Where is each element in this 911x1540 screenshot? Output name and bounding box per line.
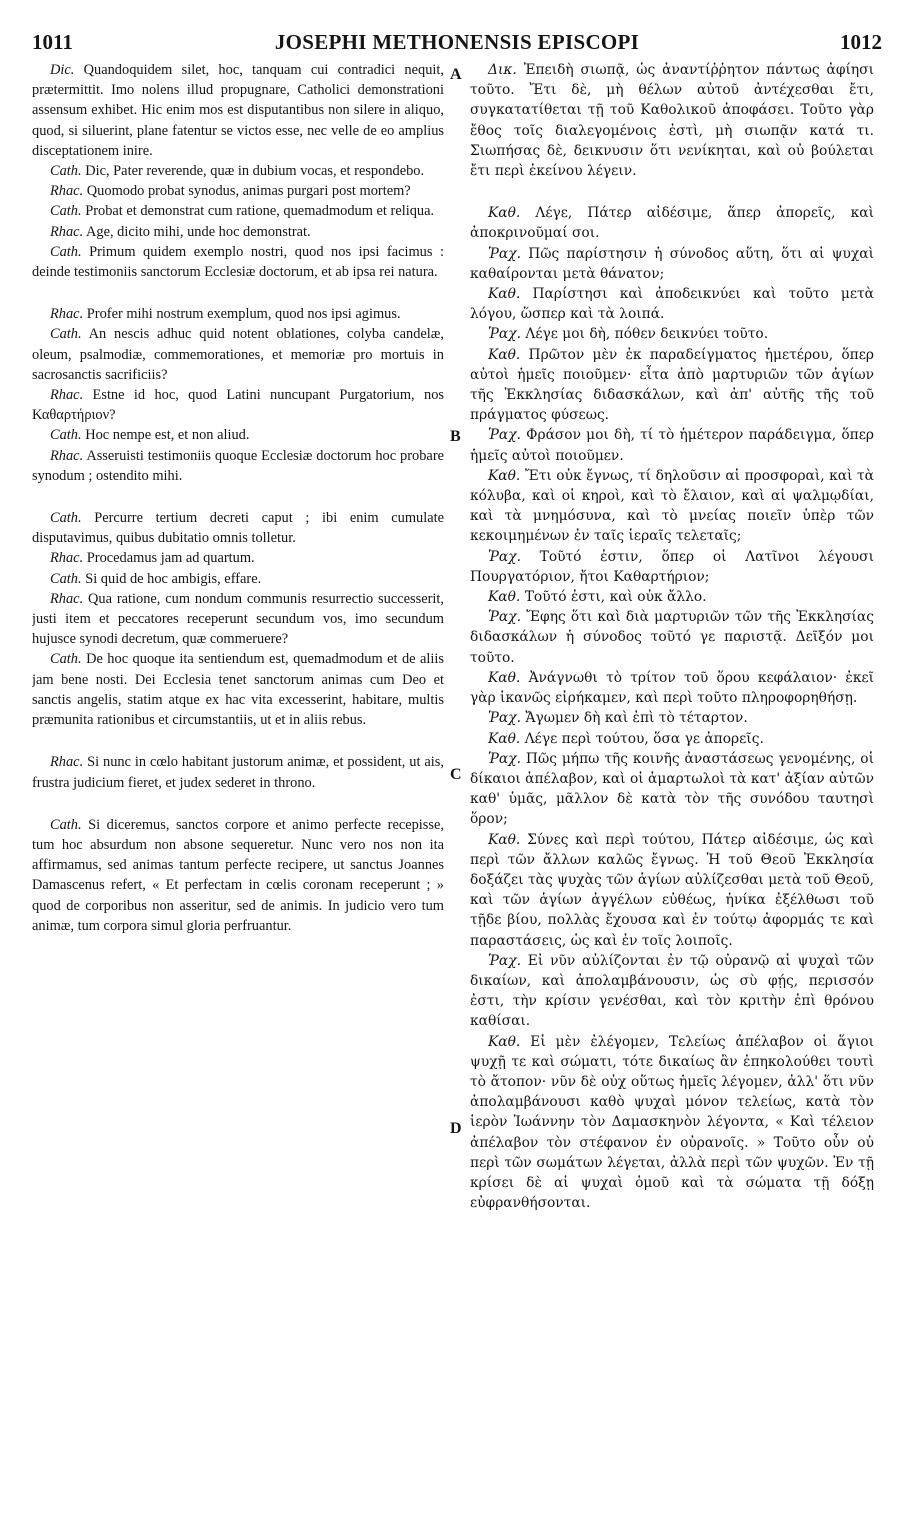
- latin-dialogue-line: [32, 548, 444, 568]
- speaker-label: Cath.: [50, 163, 82, 180]
- speaker-label: Ῥαχ.: [488, 750, 521, 767]
- latin-dialogue-line: [32, 649, 444, 730]
- dialogue-text: Λέγε μοι δὴ, πόθεν δεικνύει τοῦτο.: [525, 326, 769, 343]
- speaker-label: Cath.: [50, 570, 82, 587]
- greek-column: [470, 60, 874, 1500]
- greek-dialogue-line: [470, 607, 874, 668]
- speaker-label: Rhac.: [50, 306, 84, 323]
- speaker-label: Καθ.: [488, 286, 521, 303]
- dialogue-text: Ἔτι οὐκ ἔγνως, τί δηλοῦσιν αἱ προσφοραὶ, καὶ τὰ κόλυβα, καὶ οἱ κηροὶ, καὶ τὸ ἔλαιον, καὶ αἱ ψαλμῳδίαι, καὶ τὰ μνημόσυνα, καὶ τὸ μνείας ποιεῖν ὑπὲρ τῶν κεκοιμημένων ἐν ταῖς ἱεραῖς τελεταῖς;: [470, 467, 874, 545]
- speaker-label: Rhac.: [50, 447, 84, 464]
- latin-column: [32, 60, 444, 1500]
- speaker-label: Δικ.: [488, 62, 517, 78]
- dialogue-text: Πῶς μήπω τῆς κοινῆς ἀναστάσεως γενομένης, οἱ δίκαιοι ἀπέλαβον, καὶ οἱ ἁμαρτωλοὶ τὰ κατ' ἀξίαν αὐτῶν καθ' ὑμᾶς, μᾶλλον δὲ κατὰ τὸν τῆς συνόδου ταυτησὶ ὅρον;: [470, 750, 874, 828]
- speaker-label: Cath.: [50, 203, 82, 220]
- dialogue-text: Profer mihi nostrum exemplum, quod nos ipsi agimus.: [86, 306, 401, 323]
- dialogue-text: Εἰ νῦν αὐλίζονται ἐν τῷ οὐρανῷ αἱ ψυχαὶ τῶν δικαίων, καὶ ἀπολαμβάνουσιν, ὡς σὺ φῄς, περισσόν ἐστι, τὴν κρίσιν γενέσθαι, καὶ τὸν κριτὴν ἐπὶ θρόνου καθίσαι.: [470, 952, 874, 1030]
- speaker-label: Cath.: [50, 243, 82, 260]
- speaker-label: Ῥαχ.: [488, 710, 521, 727]
- latin-dialogue-line: [32, 161, 444, 181]
- dialogue-text: Ἄγωμεν δὴ καὶ ἐπὶ τὸ τέταρτον.: [525, 710, 748, 727]
- speaker-label: Dic.: [50, 62, 75, 78]
- dialogue-text: An nescis adhuc quid notent oblationes, colyba candelæ, oleum, psalmodiæ, commemorationes, et memoriæ pro mortuis in sacrosanctis sacrificiis?: [32, 326, 444, 383]
- dialogue-text: Age, dicito mihi, unde hoc demonstrat.: [85, 223, 311, 240]
- speaker-label: Rhac.: [50, 754, 84, 771]
- speaker-label: Ῥαχ.: [488, 245, 521, 262]
- latin-dialogue-line: [32, 508, 444, 548]
- dialogue-text: Percurre tertium decreti caput ; ibi enim cumulate disputavimus, quibus dubitatio omnis tolletur.: [32, 510, 444, 547]
- latin-dialogue-line: [32, 385, 444, 425]
- greek-dialogue-line: [470, 587, 874, 607]
- dialogue-text: Πρῶτον μὲν ἐκ παραδείγματος ἡμετέρου, ὅπερ αὐτοὶ ἡμεῖς ποιοῦμεν· εἶτα ἀπὸ μαρτυριῶν τῶν ἁγίων τῆς Ἐκκλησίας διδασκάλων, καὶ ἀπ' αὐτῆς τῆς τοῦ πράγματος φύσεως.: [470, 346, 874, 424]
- latin-dialogue-line: [32, 242, 444, 282]
- greek-dialogue-line: [470, 1032, 874, 1214]
- dialogue-text: Πῶς παρίστησιν ἡ σύνοδος αὕτη, ὅτι αἱ ψυχαὶ καθαίρονται μετὰ θάνατον;: [470, 245, 874, 282]
- dialogue-text: Λέγε περὶ τούτου, ὅσα γε ἀπορεῖς.: [524, 730, 764, 747]
- speaker-label: Ῥαχ.: [488, 427, 521, 444]
- dialogue-text: Si quid de hoc ambigis, effare.: [85, 570, 262, 587]
- speaker-label: Καθ.: [488, 467, 521, 484]
- greek-dialogue-line: [470, 284, 874, 324]
- latin-dialogue-line: [32, 60, 444, 161]
- greek-dialogue-line: [470, 729, 874, 749]
- greek-dialogue-line: [470, 951, 874, 1032]
- dialogue-text: Quomodo probat synodus, animas purgari post mortem?: [86, 183, 411, 200]
- latin-spacer: [32, 793, 444, 815]
- page-header: [32, 28, 882, 58]
- latin-dialogue-line: [32, 304, 444, 324]
- margin-letter-c: C: [450, 766, 462, 783]
- page-number-left: 1011: [32, 30, 73, 54]
- dialogue-text: Τοῦτό ἐστι, καὶ οὐκ ἄλλο.: [524, 589, 707, 606]
- latin-dialogue-line: [32, 201, 444, 221]
- speaker-label: Rhac.: [50, 387, 84, 404]
- dialogue-text: Asseruisti testimoniis quoque Ecclesiæ doctorum hoc probare synodum ; ostendito mihi.: [32, 447, 444, 484]
- greek-dialogue-line: [470, 244, 874, 284]
- speaker-label: Καθ.: [488, 205, 521, 222]
- dialogue-text: Si diceremus, sanctos corpore et animo perfecte recepisse, tum hoc absurdum non absone sequeretur. Nunc vero nos non ita affirmamus, sed animas tantum perfecte recipere, ut sanctus Joannes Damascenus refert, « Et perfectam in cœlis coronam receperunt ; » quod de corporibus non asseritur, sed de animis. In judicio vero tum animæ, tum corpora simul gloria perfruantur.: [32, 816, 444, 934]
- page-number-right: 1012: [840, 30, 882, 54]
- speaker-label: Καθ.: [488, 730, 521, 747]
- greek-dialogue-line: [470, 203, 874, 243]
- greek-dialogue-line: [470, 60, 874, 181]
- latin-dialogue-line: [32, 815, 444, 936]
- speaker-label: Καθ.: [488, 589, 521, 606]
- dialogue-text: Probat et demonstrat cum ratione, quemadmodum et reliqua.: [85, 203, 435, 220]
- latin-spacer: [32, 282, 444, 304]
- speaker-label: Cath.: [50, 427, 82, 444]
- greek-dialogue-line: [470, 830, 874, 951]
- dialogue-text: Dic, Pater reverende, quæ in dubium vocas, et respondebo.: [85, 163, 425, 180]
- dialogue-text: Hoc nempe est, et non aliud.: [85, 427, 250, 444]
- latin-dialogue-line: [32, 324, 444, 385]
- speaker-label: Rhac.: [50, 183, 84, 200]
- running-head: JOSEPHI METHONENSIS EPISCOPI: [274, 30, 640, 54]
- dialogue-text: Λέγε, Πάτερ αἰδέσιμε, ἅπερ ἀπορεῖς, καὶ ἀποκρινοῦμαί σοι.: [470, 205, 874, 242]
- speaker-label: Καθ.: [488, 669, 521, 686]
- greek-dialogue-line: [470, 425, 874, 465]
- dialogue-text: Εἰ μὲν ἐλέγομεν, Τελείως ἀπέλαβον οἱ ἅγιοι ψυχῇ τε καὶ σώματι, τότε δικαίως ἂν ἐπηκολούθει τουτὶ τὸ ἄτοπον· νῦν δὲ οὐχ οὕτως ἡμεῖς λέγομεν, ἀλλ' ὅτι νῦν ἀπολαμβάνουσι καθὸ ψυχαὶ μόνον τελείως, κατὰ τὸν ἱερὸν Ἰωάννην τὸν Δαμασκηνὸν λέγοντα, « Καὶ τέλειον ἀπέλαβον τὸν στέφανον ἐν οὐρανοῖς. » Τοῦτο οὖν οὐ περὶ τῶν σωμάτων λέγεται, ἀλλὰ περὶ τῶν ψυχῶν. Ἐν τῇ κρίσει δὲ αἱ ψυχαὶ ὁμοῦ καὶ τὰ σώματα τῇ δόξῃ εὐφρανθήσονται.: [470, 1033, 874, 1212]
- margin-letter-a: A: [450, 66, 462, 83]
- latin-dialogue-line: [32, 589, 444, 650]
- dialogue-text: Quandoquidem silet, hoc, tanquam cui contradici nequit, prætermittit. Imo nolens illud propugnare, Catholici demonstrationi assensum exhibet. Hic enim mos est disputantibus non silere in aliquo, quod, si siluerint, plane fatentur se victos esse, nec velle de eo amplius disceptationem inire.: [32, 62, 444, 159]
- speaker-label: Rhac.: [50, 550, 84, 567]
- greek-dialogue-line: [470, 466, 874, 547]
- greek-dialogue-line: [470, 708, 874, 728]
- greek-dialogue-line: [470, 547, 874, 587]
- dialogue-text: Ἐπειδὴ σιωπᾷ, ὡς ἀναντίῤῥητον πάντως ἀφίησι τοῦτο. Ἔτι δὲ, μὴ θέλων αὐτοῦ ἀντέχεσθαι ἔτι, συγκατατίθεται τῇ τοῦ Καθολικοῦ ἀποφάσει. Τοῦτο γὰρ ἔθος τοῖς διαλεγομένοις ἐστὶ, μὴ σιωπᾷν κατά τι. Σιωπήσας δὲ, δεικνυσιν ὅτι νενίκηται, καὶ οὐ βούλεται ἔτι περὶ ἐκείνου λέγειν.: [470, 62, 874, 180]
- dialogue-text: Φράσον μοι δὴ, τί τὸ ἡμέτερον παράδειγμα, ὅπερ ἡμεῖς αὐτοὶ ποιοῦμεν.: [470, 427, 874, 464]
- dialogue-text: Qua ratione, cum nondum communis resurrectio successerit, justi item et peccatores receperunt secundum vos, imo secundum hujusce synodi decretum, quæ commeruere?: [32, 590, 444, 648]
- dialogue-text: Si nunc in cœlo habitant justorum animæ, et possident, ut ais, frustra judicium fieret, et judex sederet in throno.: [32, 754, 444, 791]
- greek-spacer: [470, 181, 874, 203]
- latin-dialogue-line: [32, 569, 444, 589]
- speaker-label: Cath.: [50, 510, 82, 527]
- speaker-label: Cath.: [50, 651, 82, 668]
- greek-dialogue-line: [470, 668, 874, 708]
- speaker-label: Ῥαχ.: [488, 326, 521, 343]
- latin-dialogue-line: [32, 222, 444, 242]
- speaker-label: Ῥαχ.: [488, 609, 521, 626]
- greek-dialogue-line: [470, 324, 874, 344]
- latin-spacer: [32, 486, 444, 508]
- greek-dialogue-line: [470, 749, 874, 830]
- dialogue-text: De hoc quoque ita sentiendum est, quemadmodum et de aliis jam bene nosti. Dei Ecclesia tenet sanctorum animas cum Deo et sanctis angelis, statim atque ex hac vita excesserint, habitare, multis præmunita rationibus et circumstantiis, ut et in aliis rebus.: [32, 651, 444, 729]
- dialogue-text: Ἔφης ὅτι καὶ διὰ μαρτυριῶν τῶν τῆς Ἐκκλησίας διδασκάλων ἡ σύνοδος τοῦτό γε παριστᾷ. Δεῖξόν μοι τοῦτο.: [470, 609, 874, 666]
- latin-spacer: [32, 730, 444, 752]
- speaker-label: Rhac.: [50, 223, 84, 240]
- dialogue-text: Ἀνάγνωθι τὸ τρίτον τοῦ ὅρου κεφάλαιον· ἐκεῖ γὰρ ἱκανῶς εἰρήκαμεν, καὶ περὶ τοῦτο πληροφορηθήσῃ.: [470, 669, 874, 707]
- speaker-label: Rhac.: [50, 590, 84, 607]
- dialogue-text: Σύνες καὶ περὶ τούτου, Πάτερ αἰδέσιμε, ὡς καὶ περὶ τῶν ἄλλων καλῶς ἔγνως. Ἡ τοῦ Θεοῦ Ἐκκλησία δοξάζει τὰς ψυχὰς τῶν ἁγίων αὐλίζεσθαι μετὰ τοῦ Θεοῦ, καὶ τῶν ἁγίων ἀγγέλων εὐθέως, ἡνίκα ἐξέλθωσι τοῦ τῇδε βίου, πολλὰς ἔχουσα καὶ ἐν τούτῳ ἀφορμάς τε καὶ παραστάσεις, ὡς καὶ ἐν τοῖς λοιποῖς.: [470, 831, 874, 949]
- speaker-label: Καθ.: [488, 346, 521, 363]
- speaker-label: Cath.: [50, 816, 82, 833]
- speaker-label: Ῥαχ.: [488, 952, 521, 969]
- latin-dialogue-line: [32, 425, 444, 445]
- margin-letter-b: B: [450, 428, 461, 445]
- dialogue-text: Παρίστησι καὶ ἀποδεικνύει καὶ τοῦτο μετὰ λόγου, ὥσπερ καὶ τὰ λοιπά.: [470, 286, 874, 323]
- latin-dialogue-line: [32, 181, 444, 201]
- latin-dialogue-line: [32, 752, 444, 792]
- dialogue-text: Procedamus jam ad quartum.: [86, 550, 255, 567]
- greek-dialogue-line: [470, 345, 874, 426]
- speaker-label: Ῥαχ.: [488, 548, 521, 565]
- dialogue-text: Estne id hoc, quod Latini nuncupant Purgatorium, nos Καθαρτήριον?: [32, 387, 444, 424]
- latin-dialogue-line: [32, 446, 444, 486]
- speaker-label: Cath.: [50, 326, 82, 343]
- speaker-label: Καθ.: [488, 831, 521, 848]
- margin-letter-d: D: [450, 1120, 462, 1137]
- dialogue-text: Τοῦτό ἐστιν, ὅπερ οἱ Λατῖνοι λέγουσι Πουργατόριον, ἤτοι Καθαρτήριον;: [470, 548, 874, 585]
- dialogue-text: Primum quidem exemplo nostri, quod nos ipsi facimus : deinde testimoniis sanctorum Ecclesiæ doctorum, et ab ipsa rei natura.: [32, 243, 444, 281]
- speaker-label: Καθ.: [488, 1033, 521, 1050]
